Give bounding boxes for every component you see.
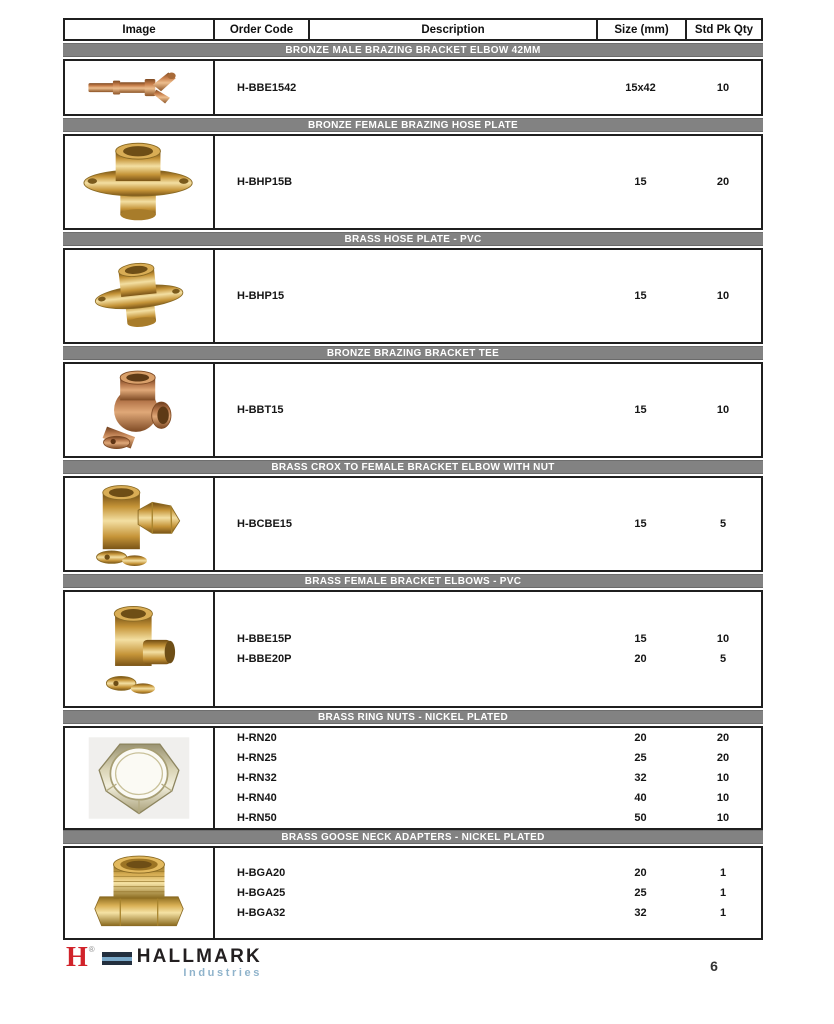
column-header-size-mm: Size (mm) <box>598 18 687 41</box>
product-section-row <box>63 362 763 458</box>
product-data-cell <box>215 59 763 116</box>
qty-value: 1 <box>719 867 727 879</box>
brass-female-bracket-elbow-pvc-photo <box>63 590 215 708</box>
table-header-row <box>63 18 763 41</box>
table-row <box>215 903 761 923</box>
catalog-table <box>63 18 763 940</box>
brass-goose-neck-adapter-nickel-plated-photo <box>63 846 215 940</box>
qty-value: 10 <box>716 633 730 645</box>
product-data-cell <box>215 726 763 830</box>
section-header: BRONZE MALE BRAZING BRACKET ELBOW 42MM <box>63 43 763 57</box>
table-row <box>215 286 761 306</box>
product-data-cell <box>215 248 763 344</box>
size-value: 32 <box>634 772 647 784</box>
order-code: H-BGA32 <box>237 907 286 919</box>
product-section-row <box>63 726 763 828</box>
qty-value: 5 <box>719 518 727 530</box>
table-row <box>215 728 761 748</box>
size-value: 15 <box>634 176 647 188</box>
bronze-female-brazing-hose-plate-photo <box>63 134 215 230</box>
order-code: H-RN20 <box>237 732 277 744</box>
order-code: H-RN25 <box>237 752 277 764</box>
product-section-row <box>63 590 763 708</box>
table-row <box>215 768 761 788</box>
product-data-cell <box>215 362 763 458</box>
qty-value: 1 <box>719 907 727 919</box>
order-code: H-BBE20P <box>237 653 292 665</box>
table-row <box>215 748 761 768</box>
qty-value: 5 <box>719 653 727 665</box>
qty-value: 10 <box>716 290 730 302</box>
product-data-cell <box>215 476 763 572</box>
size-value: 20 <box>634 867 647 879</box>
table-row <box>215 172 761 192</box>
table-row <box>215 400 761 420</box>
brass-crox-to-female-bracket-elbow-with-nut-photo <box>63 476 215 572</box>
qty-value: 10 <box>716 81 730 94</box>
table-row <box>215 883 761 903</box>
table-row <box>215 863 761 883</box>
section-header: BRASS GOOSE NECK ADAPTERS - NICKEL PLATED <box>63 830 763 844</box>
registered-trademark-icon: ® <box>88 945 95 954</box>
size-value: 15 <box>634 404 647 416</box>
column-header-order-code: Order Code <box>215 18 310 41</box>
order-code: H-RN40 <box>237 792 277 804</box>
product-data-cell <box>215 590 763 708</box>
size-value: 15 <box>634 633 647 645</box>
order-code: H-BGA25 <box>237 887 286 899</box>
section-header: BRASS RING NUTS - NICKEL PLATED <box>63 710 763 724</box>
product-section-row <box>63 476 763 572</box>
qty-value: 1 <box>719 887 727 899</box>
size-value: 20 <box>634 732 647 744</box>
size-value: 15 <box>634 518 647 530</box>
brand-subtitle: Industries <box>183 967 262 979</box>
product-section-row <box>63 134 763 230</box>
bronze-male-brazing-bracket-elbow-photo <box>63 59 215 116</box>
qty-value: 10 <box>716 792 730 804</box>
table-row <box>215 808 761 828</box>
section-header: BRASS CROX TO FEMALE BRACKET ELBOW WITH NUT <box>63 460 763 474</box>
size-value: 32 <box>634 907 647 919</box>
order-code: H-BHP15B <box>237 176 293 188</box>
page-number: 6 <box>710 958 718 974</box>
column-header-image: Image <box>63 18 215 41</box>
logo-h-letter: H <box>66 942 88 973</box>
table-row <box>215 788 761 808</box>
order-code: H-RN50 <box>237 812 277 824</box>
qty-value: 20 <box>716 752 730 764</box>
qty-value: 10 <box>716 812 730 824</box>
section-header: BRONZE FEMALE BRAZING HOSE PLATE <box>63 118 763 132</box>
column-header-std-pk-qty: Std Pk Qty <box>687 18 763 41</box>
size-value: 40 <box>634 792 647 804</box>
order-code: H-BBE15P <box>237 633 292 645</box>
bronze-brazing-bracket-tee-photo <box>63 362 215 458</box>
section-header: BRASS FEMALE BRACKET ELBOWS - PVC <box>63 574 763 588</box>
hallmark-flag-icon <box>102 952 132 965</box>
size-value: 20 <box>634 653 647 665</box>
product-data-cell <box>215 846 763 940</box>
product-section-row <box>63 248 763 344</box>
product-section-row <box>63 846 763 940</box>
order-code: H-BCBE15 <box>237 518 293 530</box>
hallmark-logo <box>66 944 262 979</box>
order-code: H-BGA20 <box>237 867 286 879</box>
brass-ring-nut-nickel-plated-photo <box>63 726 215 830</box>
size-value: 25 <box>634 752 647 764</box>
qty-value: 20 <box>716 176 730 188</box>
qty-value: 10 <box>716 772 730 784</box>
brass-hose-plate-pvc-photo <box>63 248 215 344</box>
size-value: 15x42 <box>625 81 656 94</box>
order-code: H-BBE1542 <box>237 81 297 94</box>
qty-value: 20 <box>716 732 730 744</box>
column-header-description: Description <box>310 18 598 41</box>
table-row <box>215 629 761 649</box>
size-value: 15 <box>634 290 647 302</box>
section-header: BRASS HOSE PLATE - PVC <box>63 232 763 246</box>
table-row <box>215 649 761 669</box>
table-row <box>215 514 761 534</box>
order-code: H-BHP15 <box>237 290 285 302</box>
qty-value: 10 <box>716 404 730 416</box>
product-data-cell <box>215 134 763 230</box>
section-header: BRONZE BRAZING BRACKET TEE <box>63 346 763 360</box>
size-value: 25 <box>634 887 647 899</box>
size-value: 50 <box>634 812 647 824</box>
product-section-row <box>63 59 763 116</box>
brand-wordmark: HALLMARK <box>136 946 262 967</box>
order-code: H-RN32 <box>237 772 277 784</box>
table-row <box>215 78 761 98</box>
order-code: H-BBT15 <box>237 404 284 416</box>
